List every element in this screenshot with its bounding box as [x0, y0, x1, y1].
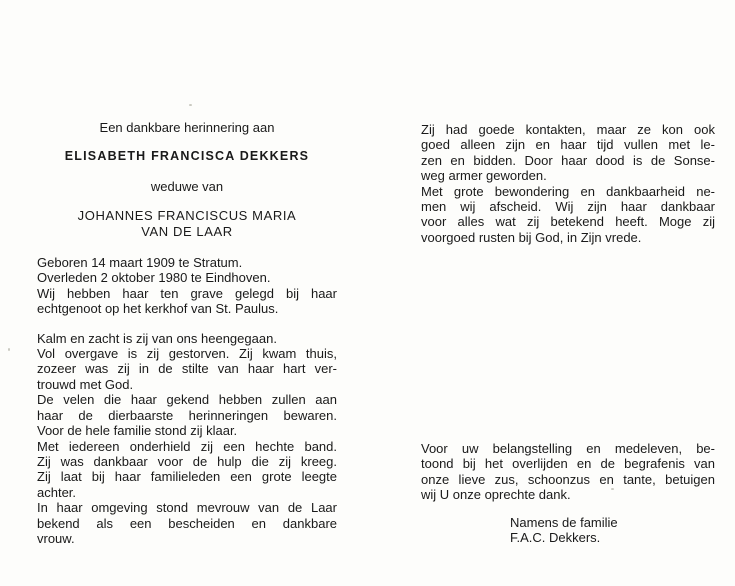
deceased-name: ELISABETH FRANCISCA DEKKERS: [64, 149, 310, 164]
right-text-line: weg armer geworden.: [421, 168, 547, 184]
left-text-line: zozeer was zij in de stilte van haar hart ver-: [37, 361, 337, 377]
left-text-line: trouwd met God.: [37, 376, 134, 392]
thanks-line: onze lieve zus, schoonzus en tante, betuigen: [421, 471, 715, 487]
thanks-line: toond bij het overlijden en de begrafenis van: [421, 456, 715, 472]
thanks-line: Voor uw belangstelling en medeleven, be-: [421, 441, 715, 456]
burial-line-1: Wij hebben haar ten grave gelegd bij haar: [37, 285, 337, 301]
intro-text: Een dankbare herinnering aan: [99, 120, 275, 135]
print-speck: [8, 348, 10, 351]
left-text-line: Zij laat bij haar familieleden een grote leegte: [37, 469, 337, 485]
left-text-line: Met iedereen onderhield zij een hechte band.: [37, 438, 337, 454]
left-text-line: In haar omgeving stond mevrouw van de Laar: [37, 500, 337, 516]
right-text-line: zen en bidden. Door haar dood is de Sonse-: [421, 152, 715, 168]
right-text-line: Met grote bewondering en dankbaarheid ne-: [421, 183, 715, 199]
widow-of-text: weduwe van: [150, 178, 224, 194]
spouse-name-line-1: JOHANNES FRANCISCUS MARIA: [77, 208, 297, 224]
birth-line: Geboren 14 maart 1909 te Stratum.: [37, 255, 243, 271]
right-text-line: goed alleen zijn en haar tijd vullen met le-: [421, 137, 715, 153]
spouse-name-line-2: VAN DE LAAR: [141, 223, 233, 239]
left-text-line: Zij was dankbaar voor de hulp die zij kreeg.: [37, 453, 337, 469]
left-text-line: Voor de hele familie stond zij klaar.: [37, 423, 238, 439]
thanks-paragraph: [421, 441, 715, 503]
thanks-line: wij U onze oprechte dank.: [421, 487, 571, 503]
left-text-line: Kalm en zacht is zij van ons heengegaan.: [37, 330, 277, 346]
signature-line-2: F.A.C. Dekkers.: [510, 530, 601, 546]
left-text-line: haar de dierbaarste herinneringen bewaren.: [37, 407, 337, 423]
left-column: [37, 120, 337, 546]
death-line: Overleden 2 oktober 1980 te Eindhoven.: [37, 270, 271, 286]
left-text-line: Vol overgave is zij gestorven. Zij kwam thuis,: [37, 346, 337, 362]
left-text-line: bekend als een bescheiden en dankbare: [37, 515, 337, 531]
right-text-line: men wij afscheid. Wij zijn haar dankbaar: [421, 199, 715, 215]
signature-block: [510, 515, 618, 546]
right-column: [421, 122, 715, 245]
burial-line-2: echtgenoot op het kerkhof van St. Paulus.: [37, 301, 279, 317]
left-text-line: vrouw.: [37, 530, 75, 546]
signature-line-1: Namens de familie: [510, 515, 618, 530]
right-text-line: Zij had goede kontakten, maar ze kon ook: [421, 122, 715, 137]
right-text-line: voorgoed rusten bij God, in Zijn vrede.: [421, 229, 642, 245]
left-text-line: De velen die haar gekend hebben zullen aan: [37, 392, 337, 408]
print-speck: [189, 104, 192, 106]
right-text-line: voor alles wat zij betekend heeft. Moge zij: [421, 214, 715, 230]
left-text-line: achter.: [37, 484, 77, 500]
